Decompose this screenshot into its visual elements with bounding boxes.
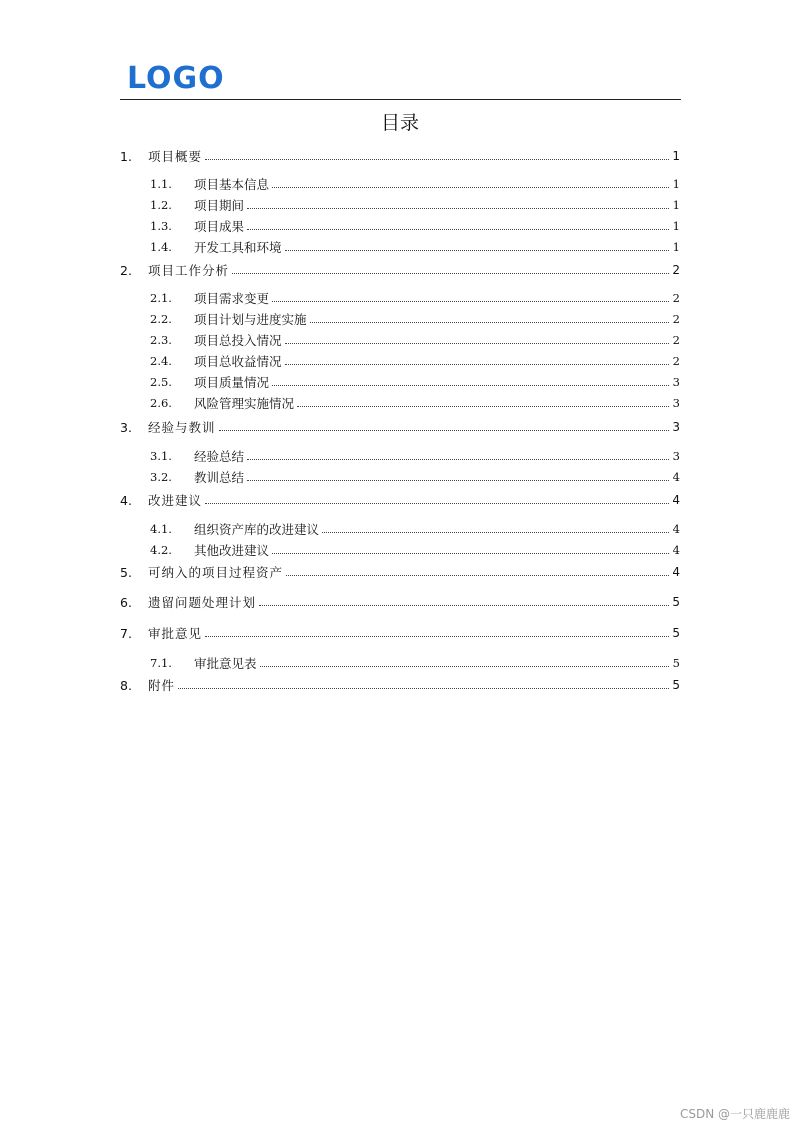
toc-entry-title: 开发工具和环境 bbox=[194, 240, 282, 255]
toc-entry-title: 项目成果 bbox=[194, 219, 245, 234]
toc-entry-page: 1 bbox=[672, 177, 680, 191]
toc-entry-title: 可纳入的项目过程资产 bbox=[148, 565, 284, 580]
toc-subentry[interactable] bbox=[120, 217, 680, 235]
toc-dot-leader bbox=[178, 688, 669, 689]
toc-entry-number: 8. bbox=[120, 677, 132, 693]
toc-entry-title: 经验与教训 bbox=[148, 420, 216, 435]
toc-entry[interactable] bbox=[120, 261, 680, 279]
toc-title: 目录 bbox=[380, 112, 419, 134]
toc-dot-leader bbox=[247, 229, 669, 230]
toc-entry-title: 项目概要 bbox=[148, 149, 203, 164]
toc-entry[interactable] bbox=[120, 563, 680, 581]
toc-entry[interactable] bbox=[120, 624, 680, 642]
toc-subentry[interactable] bbox=[120, 331, 680, 349]
toc-subentry[interactable] bbox=[120, 520, 680, 538]
toc-entry-page: 3 bbox=[672, 449, 680, 463]
toc-entry-number: 2.4. bbox=[150, 354, 172, 368]
toc-entry-number: 2.6. bbox=[150, 396, 172, 410]
toc-entry-page: 5 bbox=[672, 678, 680, 692]
toc-dot-leader bbox=[286, 575, 669, 576]
toc-entry-title: 组织资产库的改进建议 bbox=[194, 522, 320, 537]
toc-entry-title: 审批意见表 bbox=[194, 656, 257, 671]
toc-entry-title: 项目计划与进度实施 bbox=[194, 312, 307, 327]
toc-entry-number: 4. bbox=[120, 492, 132, 508]
toc-entry-page: 5 bbox=[672, 595, 680, 609]
toc-subentry[interactable] bbox=[120, 654, 680, 672]
toc-entry-title: 其他改进建议 bbox=[194, 543, 270, 558]
toc-entry-number: 1.1. bbox=[150, 177, 172, 191]
toc-entry-title: 改进建议 bbox=[148, 493, 203, 508]
toc-dot-leader bbox=[272, 385, 669, 386]
toc-entry[interactable] bbox=[120, 147, 680, 165]
toc-dot-leader bbox=[219, 430, 669, 431]
toc-entry[interactable] bbox=[120, 676, 680, 694]
toc-subentry[interactable] bbox=[120, 447, 680, 465]
toc-entry-number: 3. bbox=[120, 419, 132, 435]
logo: LOGO bbox=[127, 61, 225, 96]
toc-entry-title: 遗留问题处理计划 bbox=[148, 595, 257, 610]
toc-entry-page: 1 bbox=[672, 219, 680, 233]
toc-dot-leader bbox=[205, 503, 669, 504]
toc-entry[interactable] bbox=[120, 593, 680, 611]
toc-subentry[interactable] bbox=[120, 468, 680, 486]
toc-entry-page: 2 bbox=[672, 291, 680, 305]
toc-entry-number: 2.3. bbox=[150, 333, 172, 347]
toc-entry-title: 项目总投入情况 bbox=[194, 333, 282, 348]
toc-dot-leader bbox=[259, 605, 669, 606]
toc-dot-leader bbox=[205, 159, 669, 160]
toc-entry[interactable] bbox=[120, 418, 680, 436]
toc-entry-page: 3 bbox=[672, 420, 680, 434]
toc-dot-leader bbox=[322, 532, 669, 533]
toc-subentry[interactable] bbox=[120, 238, 680, 256]
toc-entry-page: 4 bbox=[672, 470, 680, 484]
toc-entry-number: 3.2. bbox=[150, 470, 172, 484]
toc-entry-number: 3.1. bbox=[150, 449, 172, 463]
toc-dot-leader bbox=[272, 187, 669, 188]
toc-subentry[interactable] bbox=[120, 289, 680, 307]
toc-entry-number: 5. bbox=[120, 564, 132, 580]
toc-entry-title: 项目工作分析 bbox=[148, 263, 230, 278]
toc-dot-leader bbox=[232, 273, 669, 274]
toc-entry-page: 3 bbox=[672, 396, 680, 410]
toc-dot-leader bbox=[205, 636, 669, 637]
toc-dot-leader bbox=[285, 364, 669, 365]
toc-entry-page: 2 bbox=[672, 333, 680, 347]
toc-entry-page: 1 bbox=[672, 240, 680, 254]
toc-subentry[interactable] bbox=[120, 310, 680, 328]
toc-subentry[interactable] bbox=[120, 196, 680, 214]
header-divider bbox=[120, 99, 681, 100]
watermark: CSDN @一只鹿鹿鹿 bbox=[679, 1107, 790, 1121]
toc-entry-page: 4 bbox=[672, 543, 680, 557]
toc-dot-leader bbox=[310, 322, 669, 323]
toc-entry-title: 项目总收益情况 bbox=[194, 354, 282, 369]
toc-entry-title: 项目需求变更 bbox=[194, 291, 270, 306]
toc-subentry[interactable] bbox=[120, 541, 680, 559]
toc-entry-number: 2.5. bbox=[150, 375, 172, 389]
toc-entry-title: 项目质量情况 bbox=[194, 375, 270, 390]
toc-dot-leader bbox=[247, 459, 669, 460]
toc-entry-number: 2. bbox=[120, 262, 132, 278]
toc-dot-leader bbox=[285, 250, 669, 251]
toc-entry-page: 4 bbox=[672, 493, 680, 507]
toc-dot-leader bbox=[260, 666, 669, 667]
toc-subentry[interactable] bbox=[120, 352, 680, 370]
toc-dot-leader bbox=[272, 553, 669, 554]
toc-entry[interactable] bbox=[120, 491, 680, 509]
toc-entry-number: 1.4. bbox=[150, 240, 172, 254]
toc-entry-title: 项目期间 bbox=[194, 198, 245, 213]
toc-entry-page: 2 bbox=[672, 263, 680, 277]
toc-entry-title: 教训总结 bbox=[194, 470, 245, 485]
toc-entry-page: 1 bbox=[672, 198, 680, 212]
toc-entry-title: 风险管理实施情况 bbox=[194, 396, 295, 411]
toc-dot-leader bbox=[247, 480, 669, 481]
toc-subentry[interactable] bbox=[120, 373, 680, 391]
toc-entry-number: 7. bbox=[120, 625, 132, 641]
toc-entry-number: 1.3. bbox=[150, 219, 172, 233]
toc-entry-title: 审批意见 bbox=[148, 626, 203, 641]
toc-entry-number: 2.2. bbox=[150, 312, 172, 326]
toc-entry-number: 1.2. bbox=[150, 198, 172, 212]
toc-entry-page: 5 bbox=[672, 626, 680, 640]
toc-entry-page: 3 bbox=[672, 375, 680, 389]
toc-dot-leader bbox=[285, 343, 669, 344]
toc-entry-page: 4 bbox=[672, 522, 680, 536]
toc-entry-number: 2.1. bbox=[150, 291, 172, 305]
toc-entry-page: 2 bbox=[672, 354, 680, 368]
toc-entry-number: 6. bbox=[120, 594, 132, 610]
toc-entry-page: 4 bbox=[672, 565, 680, 579]
toc-entry-page: 5 bbox=[672, 656, 680, 670]
toc-entry-number: 7.1. bbox=[150, 656, 172, 670]
toc-entry-number: 4.1. bbox=[150, 522, 172, 536]
toc-entry-page: 2 bbox=[672, 312, 680, 326]
toc-dot-leader bbox=[272, 301, 669, 302]
toc-entry-page: 1 bbox=[672, 149, 680, 163]
toc-entry-title: 经验总结 bbox=[194, 449, 245, 464]
toc-entry-title: 附件 bbox=[148, 678, 176, 693]
toc-subentry[interactable] bbox=[120, 394, 680, 412]
toc-entry-number: 1. bbox=[120, 148, 132, 164]
toc-entry-title: 项目基本信息 bbox=[194, 177, 270, 192]
toc-entry-number: 4.2. bbox=[150, 543, 172, 557]
toc-dot-leader bbox=[297, 406, 669, 407]
toc-subentry[interactable] bbox=[120, 175, 680, 193]
toc-dot-leader bbox=[247, 208, 669, 209]
